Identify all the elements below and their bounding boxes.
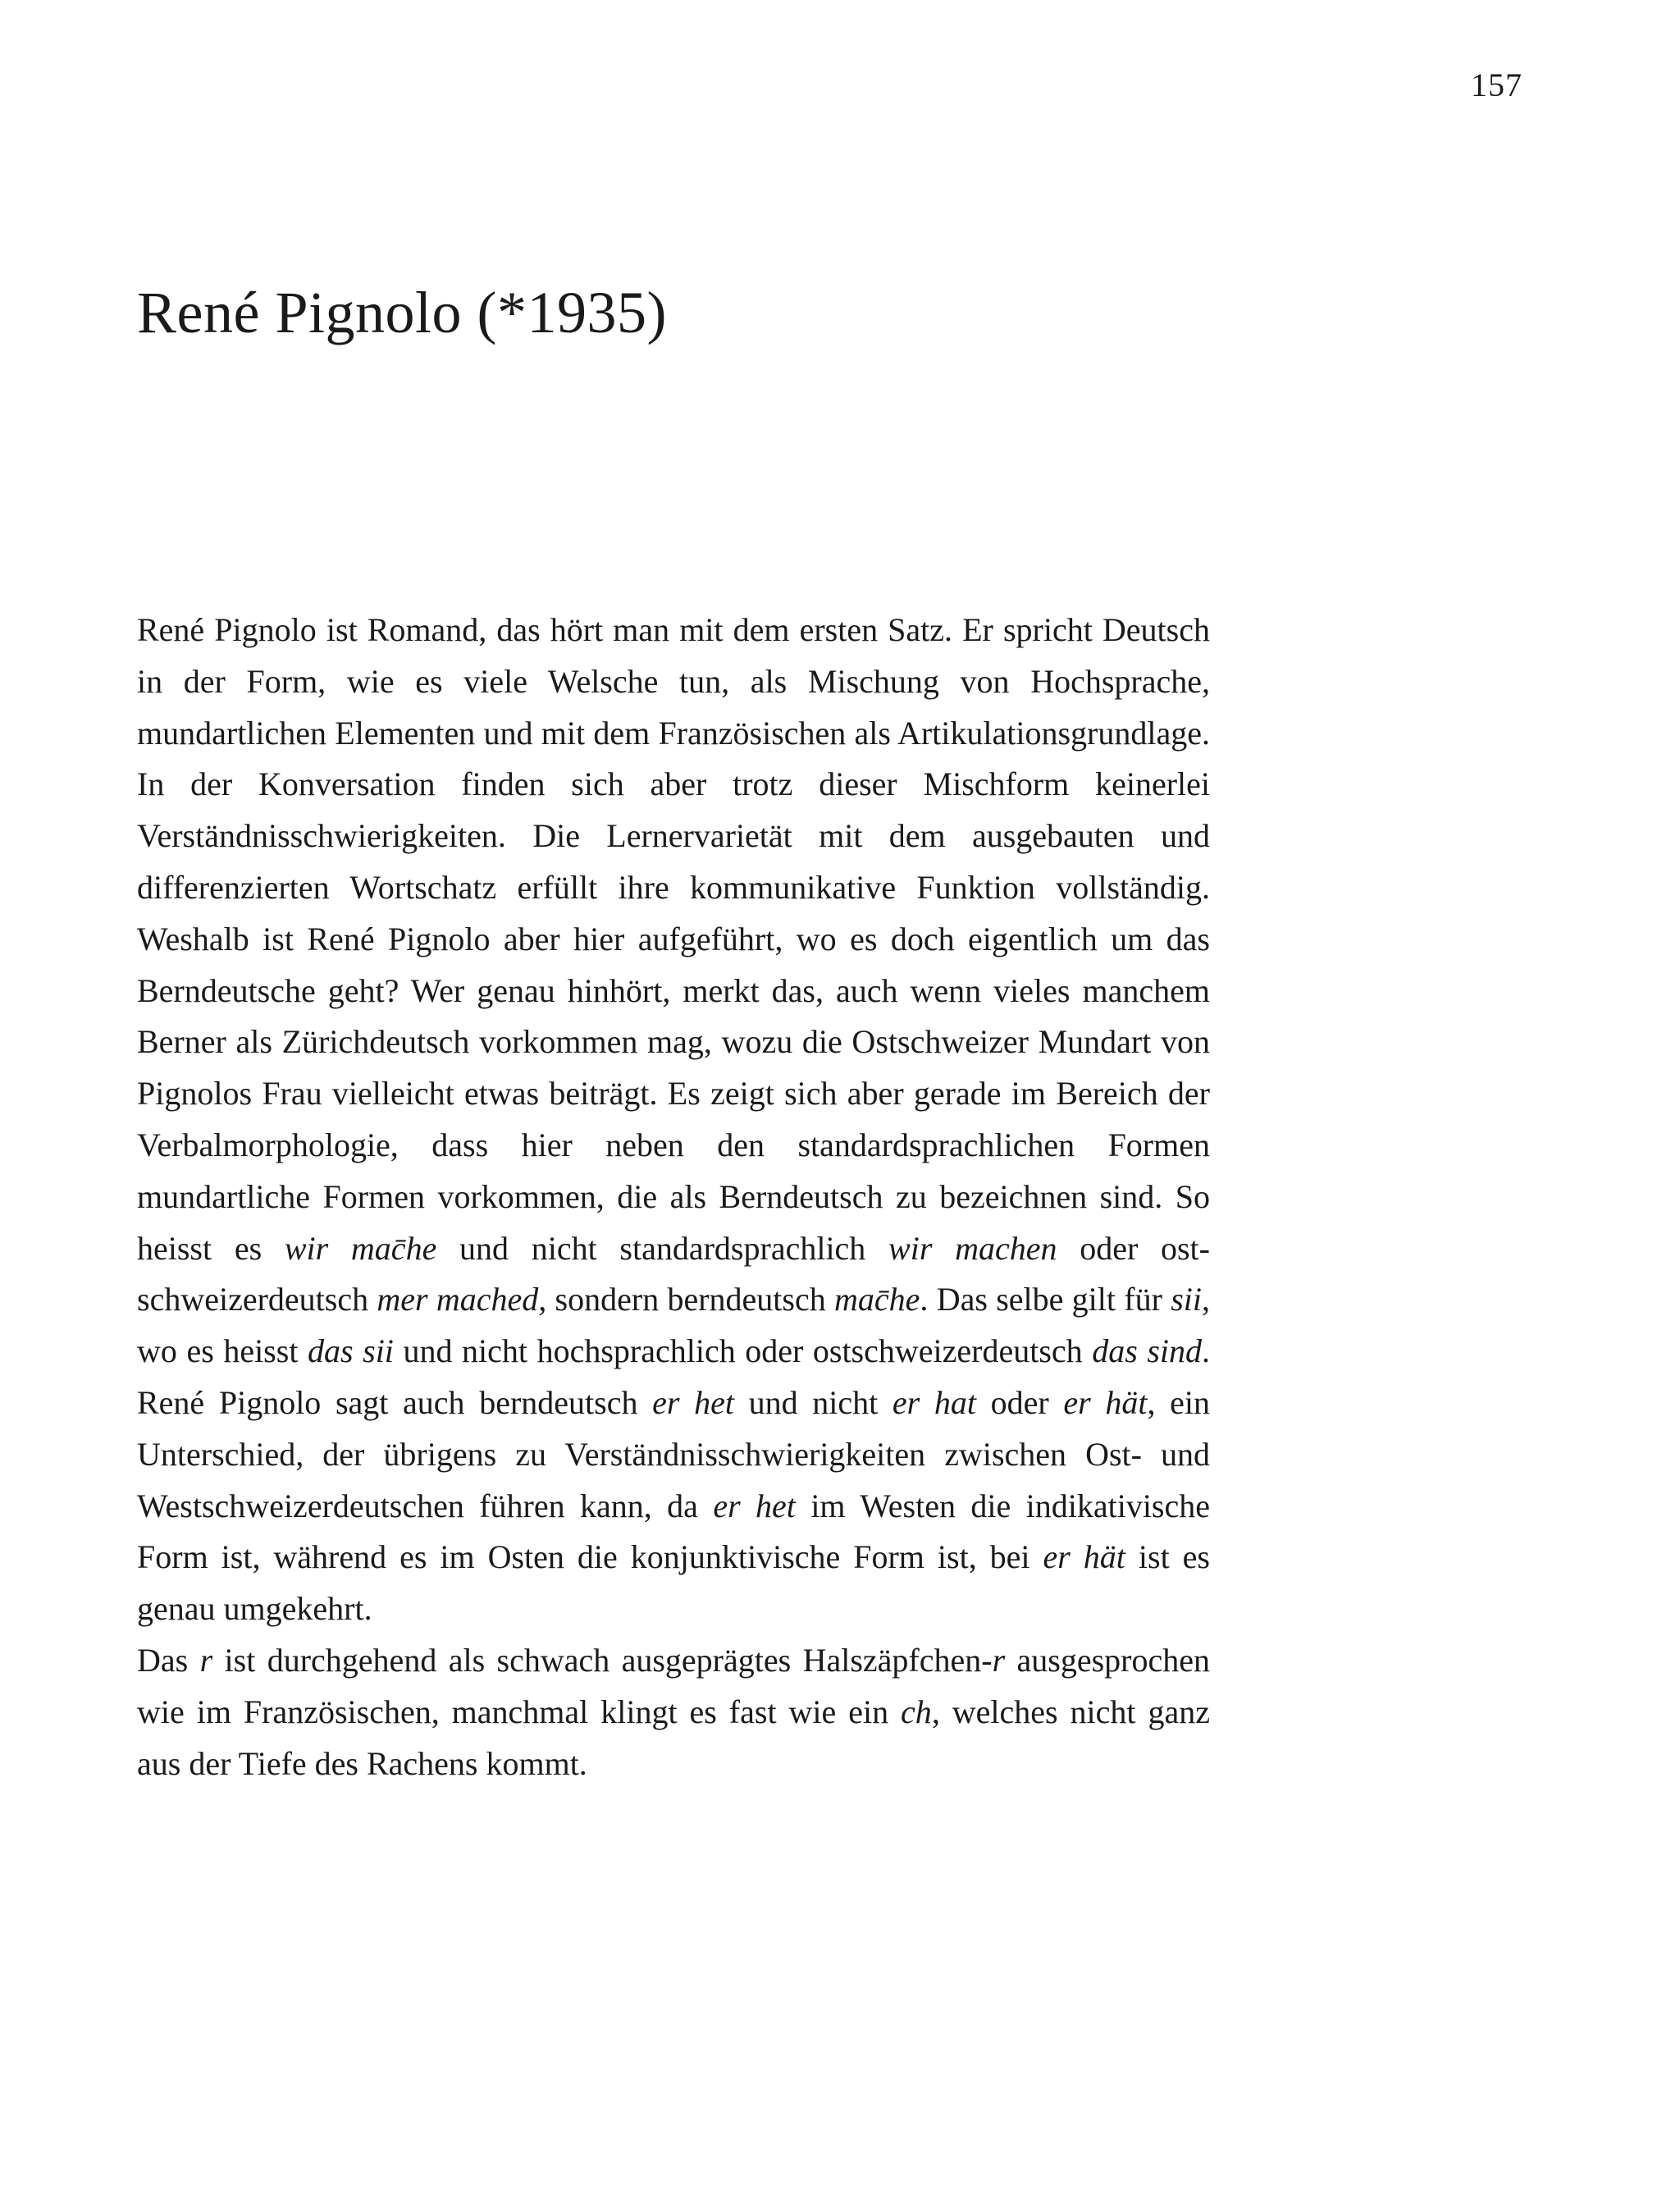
paragraph-1	[137, 605, 1210, 1635]
italic-term: er het	[652, 1383, 734, 1421]
italic-term: r	[992, 1641, 1006, 1679]
text-segment: im Westen die indikativische Form ist, während es im Osten die konjunktivische Form ist, bei	[137, 1487, 1211, 1576]
italic-term: wir machen	[888, 1229, 1057, 1267]
text-segment: , sondern berndeutsch	[538, 1281, 835, 1318]
text-segment: Das	[137, 1641, 200, 1679]
text-segment: , ein Unterschied, der übrigens zu Verständnisschwierigkeiten zwischen Ost- und Westschweizerdeutschen führen kann, da	[137, 1383, 1211, 1524]
body-text	[137, 605, 1210, 1789]
page-title: René Pignolo (*1935)	[137, 280, 667, 345]
text-segment: oder	[976, 1383, 1064, 1421]
italic-term: er het	[713, 1487, 796, 1524]
text-segment: René Pignolo ist Romand, das hört man mit dem ersten Satz. Er spricht Deutsch in der Form, wie es viele Welsche tun, als Mischung von Hochsprache, mundartlichen Elementen und mit dem Französischen als Artikulationsgrundlage. In der Konversation finden sich aber trotz dieser Mischform keinerlei Verständnisschwierigkeiten. Die Lernervarietät mit dem ausgebauten und differenzierten Wortschatz erfüllt ihre kommunikative Funktion vollständig. Weshalb ist René Pignolo aber hier aufgeführt, wo es doch eigentlich um das Berndeutsche geht? Wer genau hinhört, merkt das, auch wenn vieles manchem Berner als Zürichdeutsch vorkommen mag, wozu die Ostschweizer Mundart von Pignolos Frau vielleicht etwas beiträgt. Es zeigt sich aber gerade im Bereich der Verbalmorphologie, dass hier neben den standardsprachlichen Formen mundartliche Formen vorkommen, die als Berndeutsch zu bezeichnen sind. So heisst es	[137, 611, 1210, 1267]
italic-term: er hät	[1043, 1538, 1125, 1576]
text-segment: , welches nicht ganz aus der Tiefe des Rachens kommt.	[137, 1693, 1210, 1782]
text-segment: und nicht	[733, 1383, 892, 1421]
italic-term: mer mached	[377, 1281, 539, 1318]
text-segment: ist es genau umgekehrt.	[137, 1538, 1210, 1628]
italic-term: ch	[901, 1693, 932, 1730]
italic-term: er hät	[1063, 1383, 1148, 1421]
text-segment: . René Pignolo sagt auch berndeutsch	[137, 1332, 1211, 1421]
page-number: 157	[1471, 66, 1522, 103]
italic-term: das sind	[1092, 1332, 1203, 1370]
italic-term: sii	[1171, 1281, 1202, 1318]
text-segment: und nicht standardsprachlich	[436, 1229, 889, 1267]
italic-term: das sii	[308, 1332, 394, 1370]
text-segment: ist durchgehend als schwach ausgeprägtes Halszäpfchen-	[212, 1641, 993, 1679]
italic-term: er hat	[892, 1383, 976, 1421]
text-segment: . Das selbe gilt für	[920, 1281, 1171, 1318]
italic-term: r	[199, 1641, 213, 1679]
text-segment: , wo es heisst	[137, 1281, 1210, 1370]
paragraph-2	[137, 1635, 1210, 1789]
italic-term: wir mac̄he	[284, 1229, 437, 1267]
italic-term: mac̄he	[834, 1281, 920, 1318]
text-segment: ausgesprochen wie im Französischen, manchmal klingt es fast wie ein	[137, 1641, 1210, 1730]
text-segment: oder ostschweizerdeutsch	[137, 1229, 1210, 1318]
text-segment: und nicht hochsprachlich oder ostschweizerdeutsch	[393, 1332, 1093, 1370]
